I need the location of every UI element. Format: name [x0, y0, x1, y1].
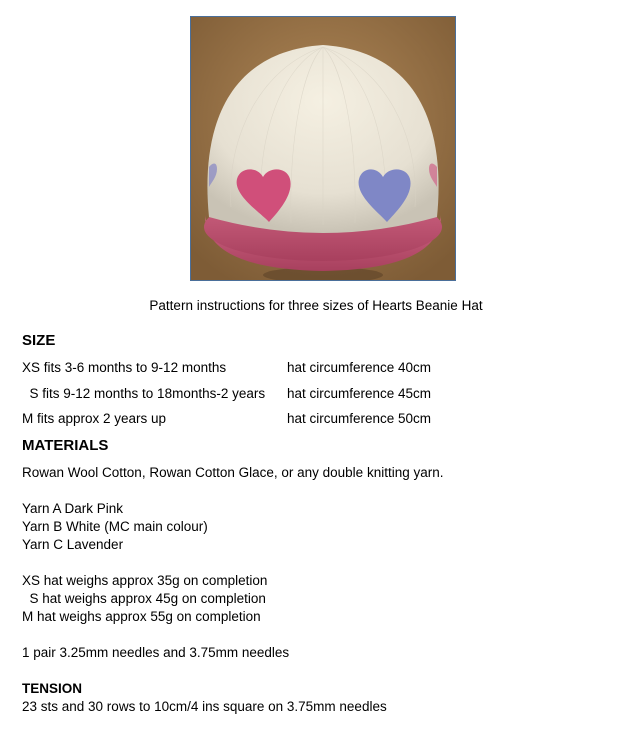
- size-fits: S fits 9-12 months to 18months-2 years: [22, 386, 266, 401]
- size-heading: SIZE: [22, 332, 56, 349]
- size-fits: XS fits 3-6 months to 9-12 months: [22, 360, 227, 375]
- weight-xs: XS hat weighs approx 35g on completion: [22, 573, 268, 588]
- size-fits: M fits approx 2 years up: [22, 411, 167, 426]
- beanie-hat-photo-icon: [191, 17, 455, 280]
- yarn-types: Rowan Wool Cotton, Rowan Cotton Glace, or any double knitting yarn.: [22, 465, 444, 480]
- photo-caption: Pattern instructions for three sizes of Hearts Beanie Hat: [149, 298, 483, 313]
- yarn-c: Yarn C Lavender: [22, 537, 124, 552]
- needles: 1 pair 3.25mm needles and 3.75mm needles: [22, 645, 290, 660]
- tension-text: 23 sts and 30 rows to 10cm/4 ins square on 3.75mm needles: [22, 699, 387, 714]
- size-circumference: hat circumference 40cm: [287, 360, 432, 375]
- tension-heading: TENSION: [22, 681, 83, 696]
- yarn-b: Yarn B White (MC main colour): [22, 519, 208, 534]
- weight-m: M hat weighs approx 55g on completion: [22, 609, 261, 624]
- hat-photo: [190, 16, 456, 281]
- size-circumference: hat circumference 50cm: [287, 411, 432, 426]
- materials-heading: MATERIALS: [22, 437, 109, 454]
- yarn-a: Yarn A Dark Pink: [22, 501, 124, 516]
- size-circumference: hat circumference 45cm: [287, 386, 432, 401]
- weight-s: S hat weighs approx 45g on completion: [22, 591, 266, 606]
